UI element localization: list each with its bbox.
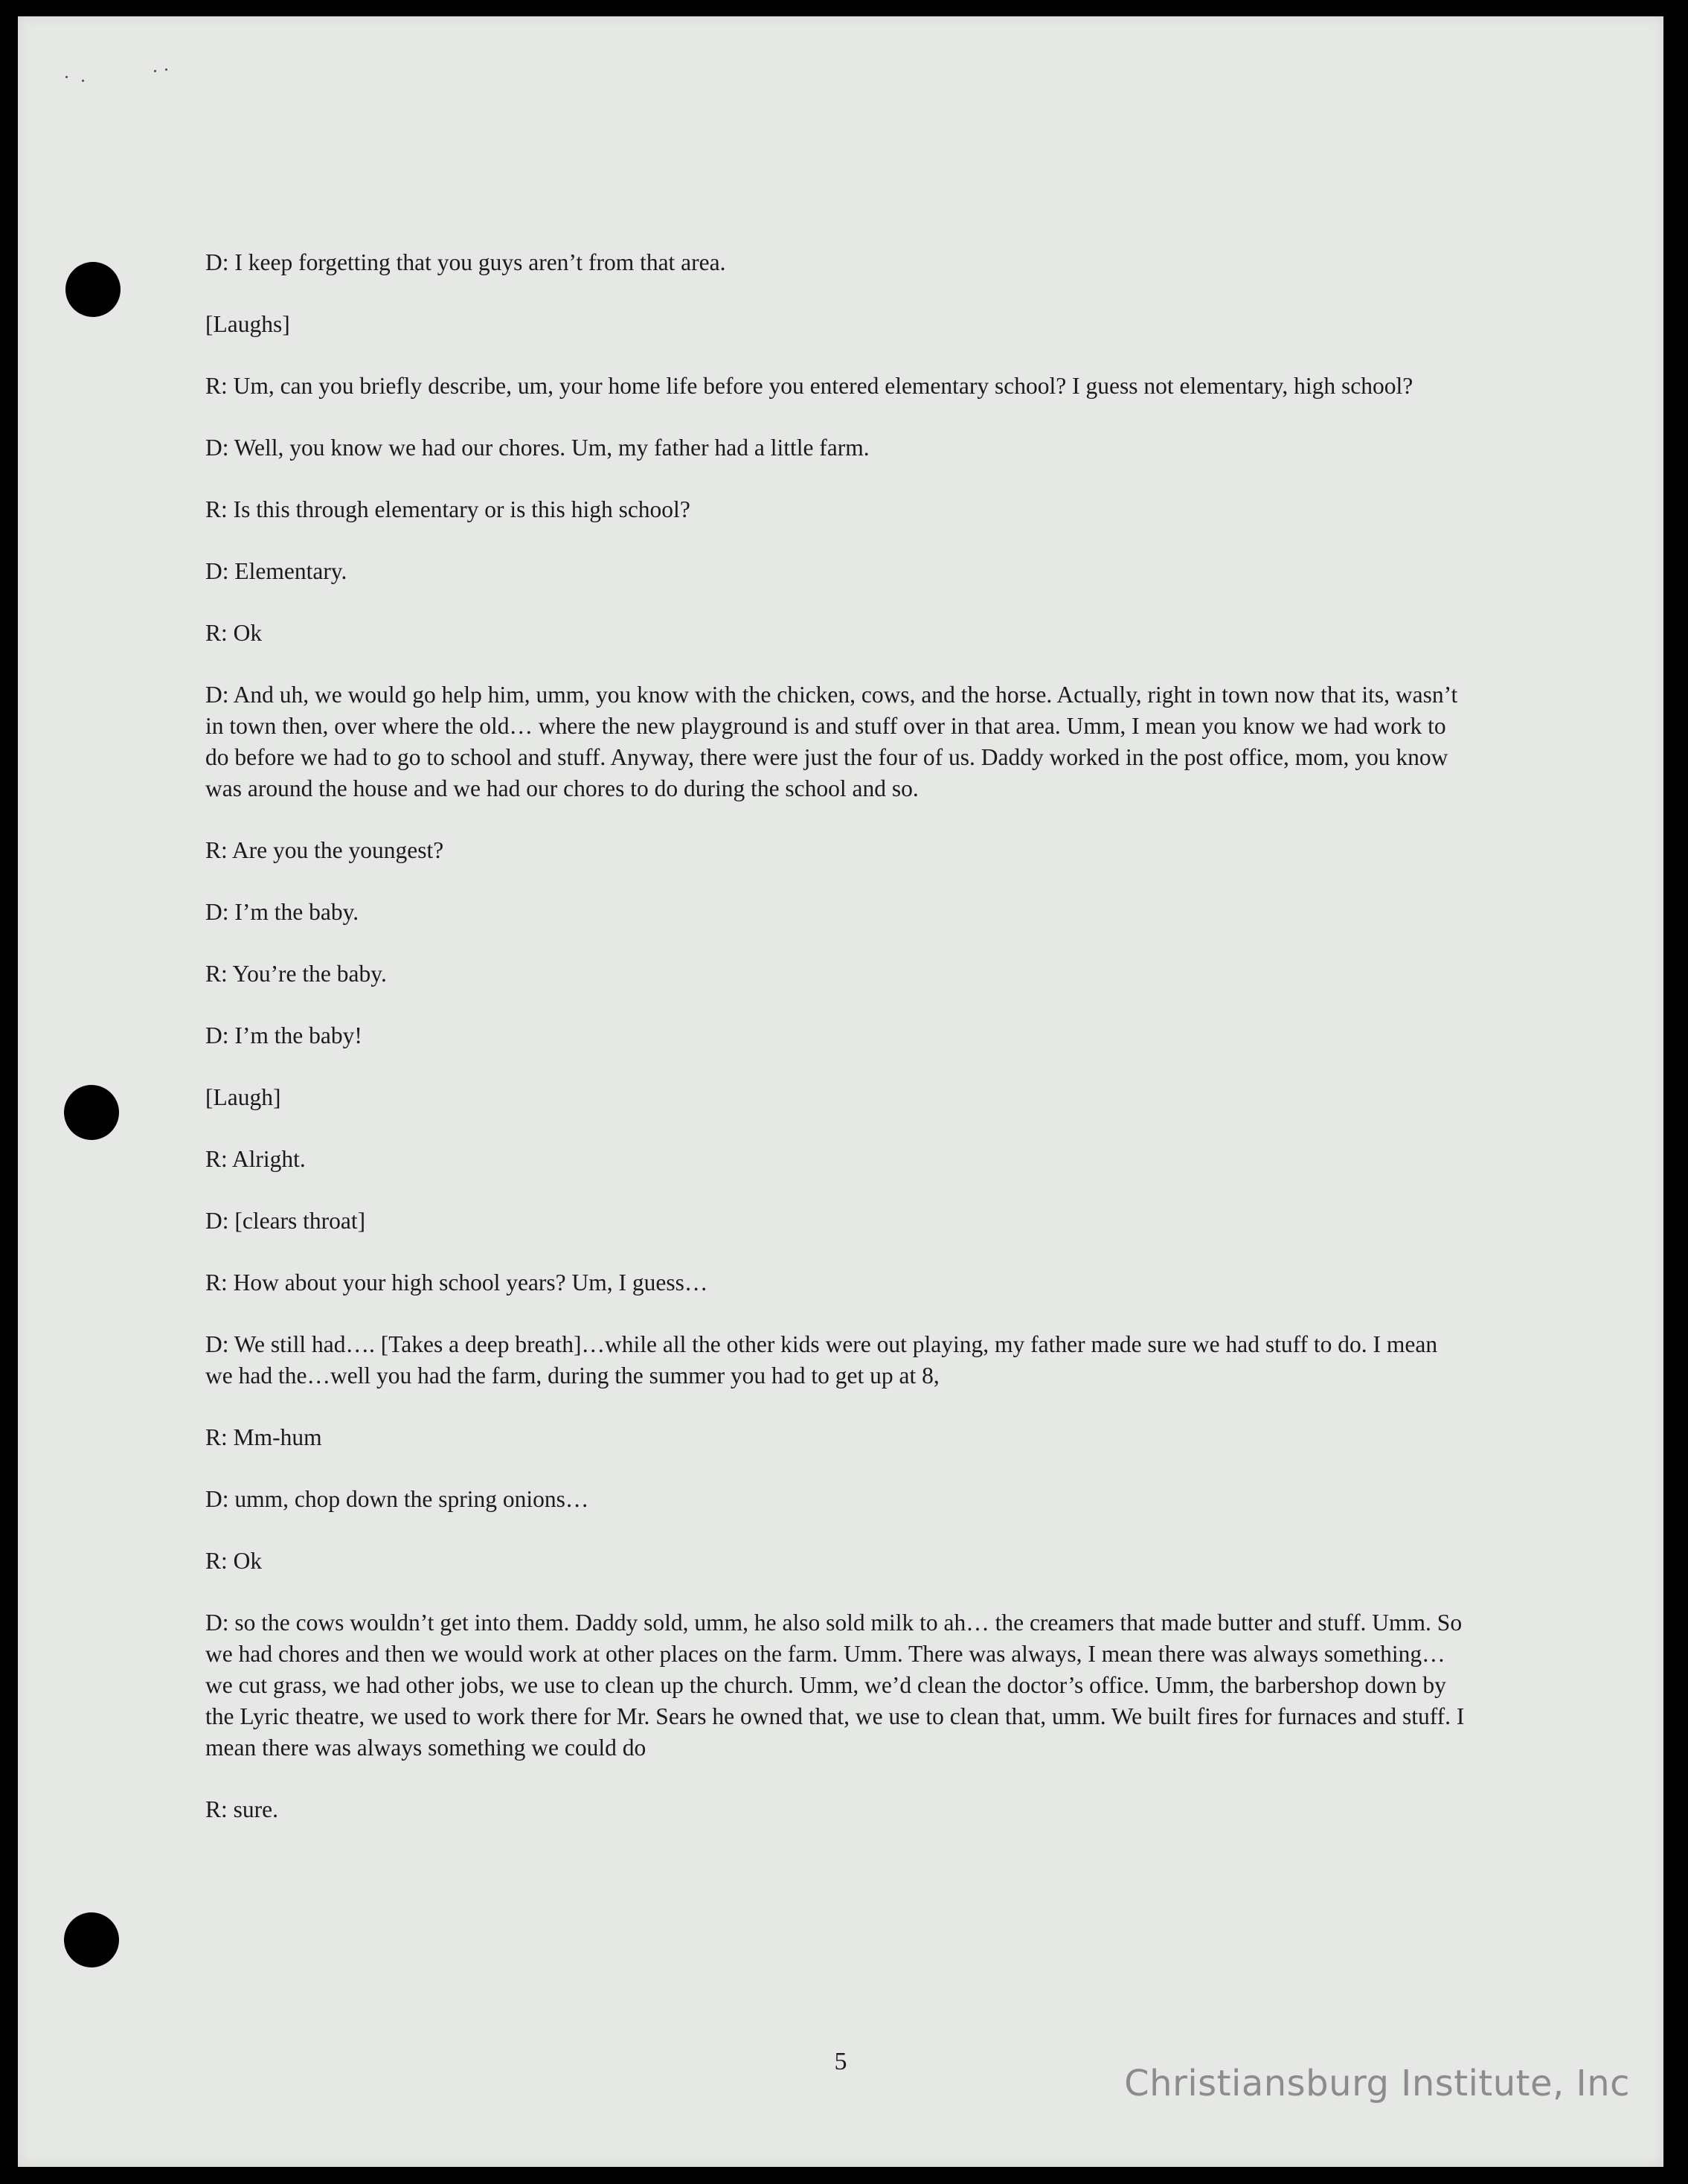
transcript-line: R: Are you the youngest? bbox=[205, 837, 444, 863]
punch-hole-middle bbox=[64, 1085, 119, 1140]
transcript-line: D: so the cows wouldn’t get into them. Daddy sold, umm, he also sold milk to ah… the creamers that made butter and stuff. Umm. So we had chores and then we would work at other places on the farm. Umm. There was always, I mean there was always something…we cut grass, we had other jobs, we use to clean up the church. Umm, we’d clean the doctor’s office. Umm, the barbershop down by the Lyric theatre, we used to work there for Mr. Sears he owned that, we use to clean that, umm. We built fires for furnaces and stuff. I mean there was always something we could do bbox=[205, 1610, 1465, 1761]
transcript-line: R: Alright. bbox=[205, 1146, 306, 1172]
transcript-line: D: I’m the baby. bbox=[205, 899, 359, 925]
transcript-line: R: Ok bbox=[205, 620, 263, 646]
transcript-line: R: sure. bbox=[205, 1796, 278, 1822]
transcript-line: R: Mm-hum bbox=[205, 1424, 322, 1450]
transcript-line: D: I keep forgetting that you guys aren’t from that area. bbox=[205, 249, 726, 275]
transcript-body bbox=[205, 247, 1470, 1856]
transcript-line: D: [clears throat] bbox=[205, 1208, 366, 1234]
transcript-line: D: We still had…. [Takes a deep breath]…while all the other kids were out playing, my father made sure we had stuff to do. I mean we had the…well you had the farm, during the summer you had to get up at 8, bbox=[205, 1331, 1438, 1389]
punch-hole-bottom bbox=[64, 1912, 119, 1967]
transcript-line: R: Is this through elementary or is this high school? bbox=[205, 496, 690, 522]
paper-speck bbox=[165, 68, 167, 71]
transcript-line: R: How about your high school years? Um, I guess… bbox=[205, 1269, 708, 1296]
transcript-line: [Laugh] bbox=[205, 1084, 281, 1110]
transcript-line: R: You’re the baby. bbox=[205, 961, 387, 987]
transcript-line: D: Elementary. bbox=[205, 558, 347, 584]
transcript-line: [Laughs] bbox=[205, 311, 290, 337]
transcript-line: R: Um, can you briefly describe, um, your home life before you entered elementary school? I guess not elementary, high school? bbox=[205, 373, 1413, 399]
transcript-line: D: umm, chop down the spring onions… bbox=[205, 1486, 589, 1512]
transcript-line: D: Well, you know we had our chores. Um, my father had a little farm. bbox=[205, 435, 870, 461]
document-page bbox=[18, 16, 1663, 2167]
transcript-line: D: And uh, we would go help him, umm, you know with the chicken, cows, and the horse. Actually, right in town now that its, wasn’t in town then, over where the old… where the new playground is and stuff over in that area. Umm, I mean you know we had work to do before we had to go to school and stuff. Anyway, there were just the four of us. Daddy worked in the post office, mom, you know was around the house and we had our chores to do during the school and so. bbox=[205, 682, 1458, 801]
punch-hole-top bbox=[65, 262, 121, 317]
page-number: 5 bbox=[834, 2048, 847, 2075]
watermark-text: Christiansburg Institute, Inc bbox=[1124, 2063, 1630, 2104]
transcript-line: R: Ok bbox=[205, 1548, 263, 1574]
transcript-line: D: I’m the baby! bbox=[205, 1022, 362, 1048]
paper-speck bbox=[65, 76, 68, 78]
paper-speck bbox=[154, 70, 156, 72]
paper-speck bbox=[82, 80, 84, 82]
